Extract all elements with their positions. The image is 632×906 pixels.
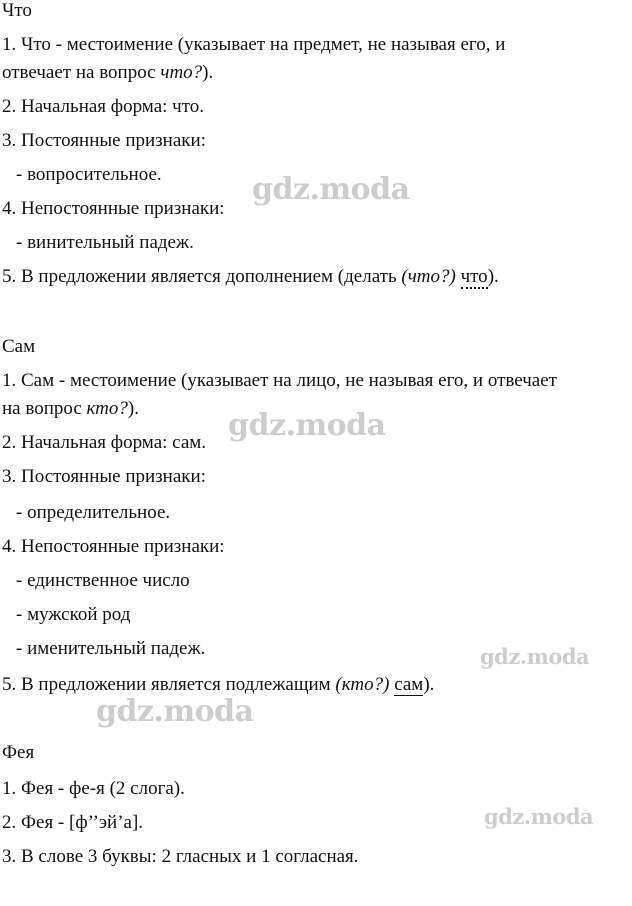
- section-title-sam: Сам: [2, 336, 36, 357]
- chto-line-1a: 1. Что - местоимение (указывает на предмет, не называя его, и: [2, 34, 506, 55]
- feya-letters-count: 3. В слове 3 буквы: 2 гласных и 1 согласная.: [2, 846, 359, 867]
- watermark-logo: gdz.moda: [96, 694, 254, 729]
- sam-constant-item: - определительное.: [16, 502, 171, 523]
- sam-variable-item-case: - именительный падеж.: [16, 638, 206, 659]
- chto-constant-item: - вопросительное.: [16, 164, 162, 185]
- chto-variable-item: - винительный падеж.: [16, 232, 194, 253]
- watermark-logo: gdz.moda: [480, 644, 590, 669]
- sam-constant-features: 3. Постоянные признаки:: [2, 466, 206, 487]
- sam-sentence-role: 5. В предложении является подлежащим (кто?) сам).: [2, 674, 435, 695]
- chto-initial-form: 2. Начальная форма: что.: [2, 96, 205, 117]
- sam-variable-item-gender: - мужской род: [16, 604, 131, 625]
- chto-sentence-role: 5. В предложении является дополнением (делать (что?) что).: [2, 266, 499, 287]
- watermark-logo: gdz.moda: [484, 804, 594, 829]
- sam-variable-item-number: - единственное число: [16, 570, 190, 591]
- section-title-feya: Фея: [2, 742, 35, 763]
- chto-variable-features: 4. Непостоянные признаки:: [2, 198, 225, 219]
- section-title-chto: Что: [2, 0, 32, 21]
- feya-transcription: 2. Фея - [ф’’эй’а].: [2, 812, 144, 833]
- sam-initial-form: 2. Начальная форма: сам.: [2, 432, 207, 453]
- chto-line-1b: отвечает на вопрос что?).: [2, 62, 214, 83]
- chto-constant-features: 3. Постоянные признаки:: [2, 130, 206, 151]
- sam-variable-features: 4. Непостоянные признаки:: [2, 536, 225, 557]
- watermark-logo: gdz.moda: [252, 172, 410, 207]
- feya-syllables: 1. Фея - фе-я (2 слога).: [2, 778, 185, 799]
- sam-line-1b: на вопрос кто?).: [2, 398, 139, 419]
- sam-line-1a: 1. Сам - местоимение (указывает на лицо, не называя его, и отвечает: [2, 370, 557, 391]
- watermark-logo: gdz.moda: [228, 408, 386, 443]
